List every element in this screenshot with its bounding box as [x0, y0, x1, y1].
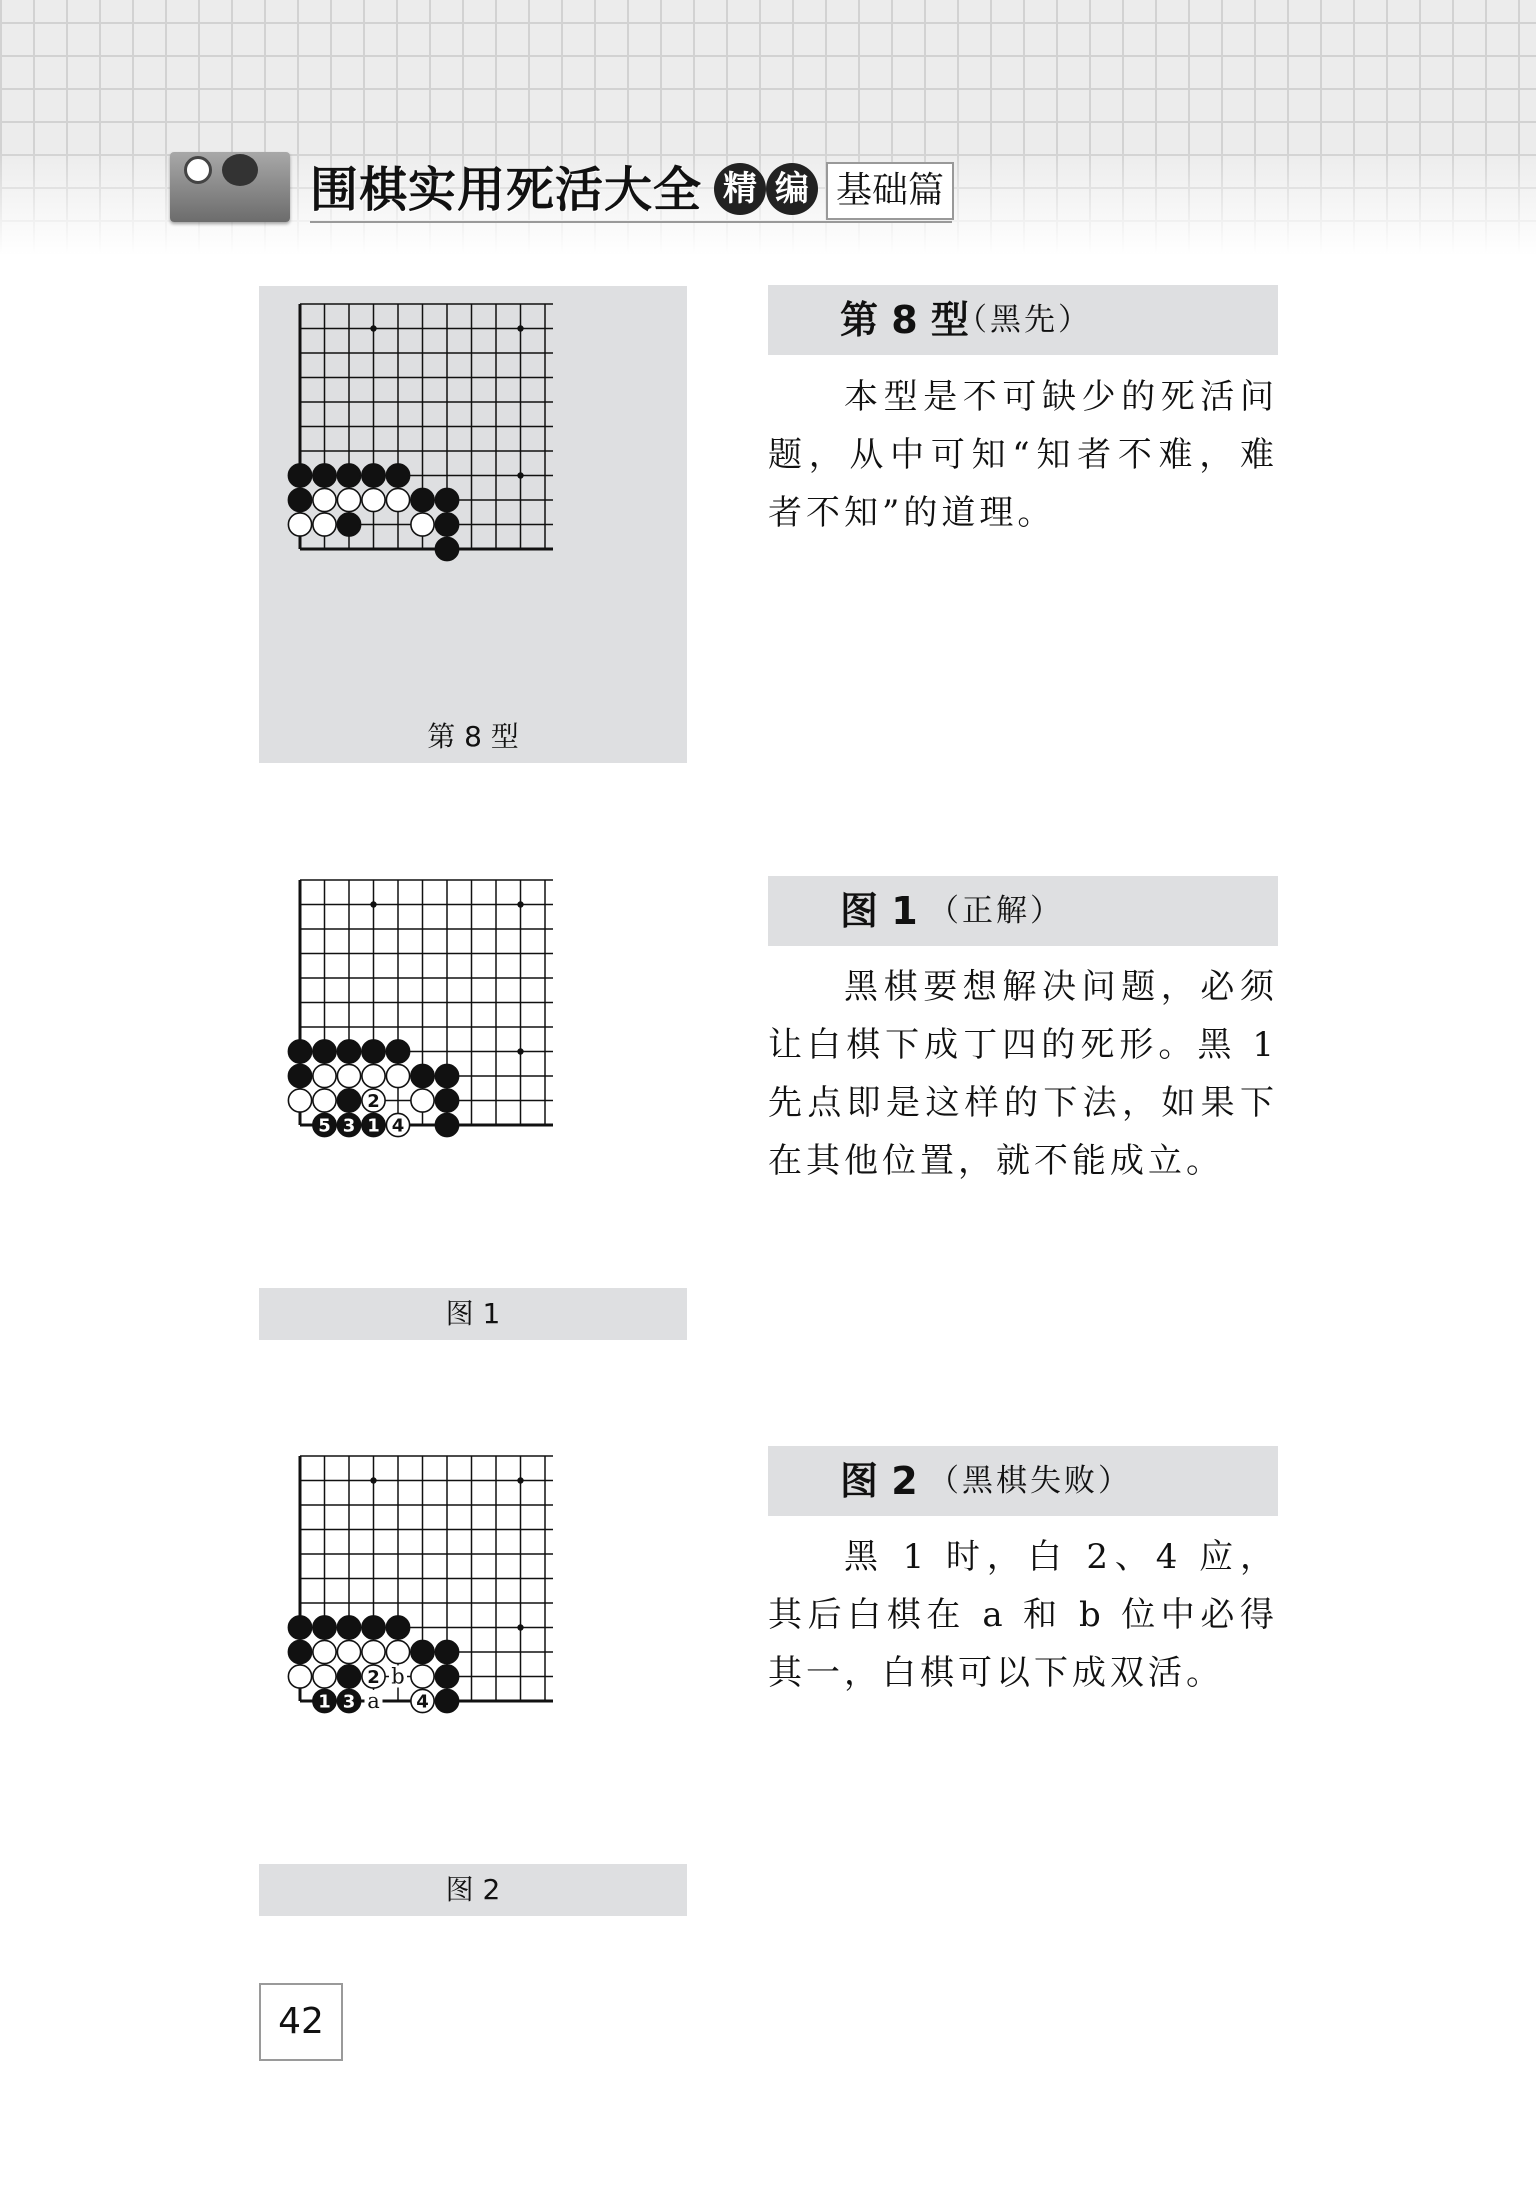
black-stone — [288, 1040, 311, 1063]
black-stone — [435, 1113, 458, 1136]
black-stone — [337, 464, 360, 487]
white-stone — [288, 513, 311, 536]
figure-2-subheading: （黑棋失败） — [928, 1463, 1132, 1499]
black-stone — [337, 1665, 360, 1688]
black-stone — [313, 464, 336, 487]
black-stone — [337, 1616, 360, 1639]
go-board-figure-2 — [270, 1446, 690, 1866]
white-stone — [386, 1064, 409, 1087]
book-title: 围棋实用死活大全 — [310, 162, 703, 218]
star-point — [370, 1477, 376, 1483]
black-stone — [435, 1665, 458, 1688]
black-stone — [411, 488, 434, 511]
white-stone — [386, 488, 409, 511]
white-stone — [313, 1665, 336, 1688]
move-number-2: 2 — [367, 1091, 380, 1112]
black-stone — [288, 1640, 311, 1663]
go-bowl-icon — [184, 156, 212, 184]
black-stone — [288, 1064, 311, 1087]
white-stone — [313, 1640, 336, 1663]
star-point — [370, 325, 376, 331]
black-stone — [313, 1040, 336, 1063]
white-stone — [386, 1640, 409, 1663]
white-stone — [313, 1089, 336, 1112]
figure-2-caption: 图 2 — [259, 1864, 687, 1916]
white-stone — [362, 1640, 385, 1663]
problem-subheading: （黑先） — [956, 302, 1092, 338]
move-number-4: 4 — [391, 1115, 405, 1137]
black-stone — [386, 464, 409, 487]
black-stone — [386, 1040, 409, 1063]
move-number-2: 2 — [367, 1667, 380, 1688]
board-grid — [300, 1456, 553, 1701]
point-letter-a: a — [367, 1689, 380, 1713]
move-number-1: 1 — [318, 1691, 331, 1713]
black-stone — [435, 537, 458, 560]
white-stone — [288, 1089, 311, 1112]
white-stone — [362, 488, 385, 511]
book-logo — [170, 152, 290, 222]
star-point — [517, 325, 523, 331]
title-badge-bian: 编 — [766, 163, 818, 215]
problem-heading-bar — [768, 285, 1278, 355]
book-subtitle: 基础篇 — [826, 162, 954, 220]
star-point — [517, 472, 523, 478]
black-stone — [435, 513, 458, 536]
white-stone — [362, 1064, 385, 1087]
move-number-1: 1 — [367, 1115, 380, 1137]
figure-2-heading-bar — [768, 1446, 1278, 1516]
black-stone — [411, 1640, 434, 1663]
go-board-figure-1 — [270, 870, 690, 1290]
problem-caption: 第 8 型 — [427, 720, 519, 753]
white-stone — [411, 1089, 434, 1112]
move-number-3: 3 — [342, 1115, 356, 1137]
white-stone — [337, 1064, 360, 1087]
black-stone — [362, 464, 385, 487]
black-stone — [362, 1040, 385, 1063]
figure-1-caption: 图 1 — [259, 1288, 687, 1340]
go-board-problem-8 — [270, 294, 690, 714]
star-point — [517, 1624, 523, 1630]
black-stone — [337, 513, 360, 536]
figure-2-heading: 图 2 — [840, 1459, 918, 1503]
page-number: 42 — [259, 1983, 343, 2061]
teapot-icon — [222, 154, 258, 186]
star-point — [517, 901, 523, 907]
white-stone — [313, 513, 336, 536]
figure-1-heading: 图 1 — [840, 889, 918, 933]
white-stone — [337, 1640, 360, 1663]
figure-1-text: 黑棋要想解决问题，必须让白棋下成丁四的死形。黑 1 先点即是这样的下法，如果下在其他位置，就不能成立。 — [768, 967, 1278, 1181]
black-stone — [288, 464, 311, 487]
move-number-3: 3 — [342, 1691, 356, 1713]
black-stone — [435, 488, 458, 511]
board-grid — [300, 304, 553, 549]
move-number-4: 4 — [416, 1691, 429, 1713]
problem-text: 本型是不可缺少的死活问题，从中可知“知者不难，难者不知”的道理。 — [768, 377, 1278, 533]
black-stone — [386, 1616, 409, 1639]
black-stone — [337, 1089, 360, 1112]
black-stone — [288, 488, 311, 511]
white-stone — [411, 1665, 434, 1688]
figure-2-text: 黑 1 时，白 2、4 应，其后白棋在 a 和 b 位中必得其一，白棋可以下成双活。 — [768, 1537, 1278, 1693]
black-stone — [435, 1689, 458, 1712]
white-stone — [411, 513, 434, 536]
black-stone — [435, 1089, 458, 1112]
white-stone — [337, 488, 360, 511]
star-point — [517, 1477, 523, 1483]
black-stone — [288, 1616, 311, 1639]
star-point — [370, 901, 376, 907]
black-stone — [313, 1616, 336, 1639]
black-stone — [411, 1064, 434, 1087]
move-number-5: 5 — [318, 1115, 331, 1137]
figure-1-subheading: （正解） — [928, 893, 1064, 929]
point-letter-b: b — [391, 1664, 405, 1689]
black-stone — [362, 1616, 385, 1639]
black-stone — [435, 1640, 458, 1663]
board-grid — [300, 880, 553, 1125]
black-stone — [337, 1040, 360, 1063]
problem-heading: 第 8 型 — [840, 298, 969, 342]
white-stone — [313, 488, 336, 511]
white-stone — [313, 1064, 336, 1087]
title-badge-jing: 精 — [714, 163, 766, 215]
star-point — [517, 1048, 523, 1054]
figure-1-heading-bar — [768, 876, 1278, 946]
header-rule — [310, 221, 952, 223]
white-stone — [288, 1665, 311, 1688]
black-stone — [435, 1064, 458, 1087]
